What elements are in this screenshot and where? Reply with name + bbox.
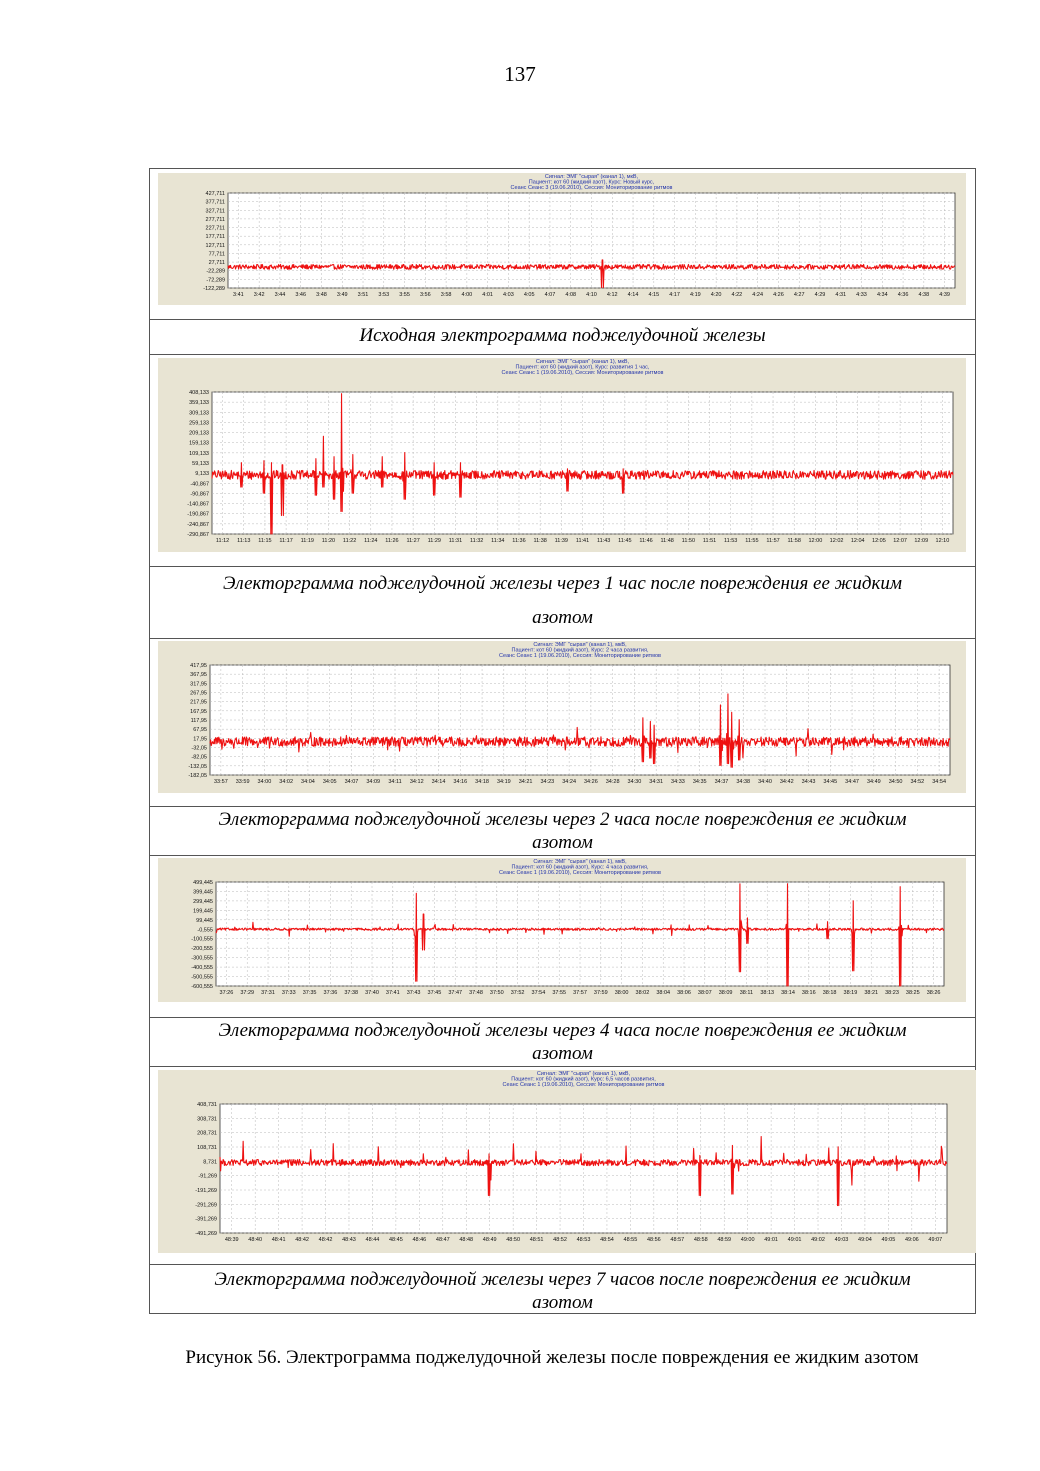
caption-row-4: [150, 1018, 975, 1067]
x-tick-label: 11:17: [279, 538, 293, 544]
x-tick-label: 11:46: [639, 538, 653, 544]
y-tick-label: -132,05: [188, 763, 207, 770]
panel-caption-2-line-1: Электорграмма поджелудочной железы через 1 час после повреждения ее жидким: [223, 573, 902, 594]
chart-header-line: Сеанс Сеанс 1 (19.06.2010), Сессия: Мониторирование ритмов: [499, 653, 661, 659]
x-tick-label: 3:49: [336, 292, 348, 298]
x-tick-label: 34:21: [518, 779, 533, 785]
x-tick-label: 48:57: [670, 1237, 685, 1243]
x-tick-label: 12:09: [914, 538, 929, 544]
x-tick-label: 33:57: [213, 779, 228, 785]
x-tick-label: 11:32: [469, 538, 484, 544]
x-tick-label: 48:51: [529, 1237, 544, 1243]
x-tick-label: 3:44: [274, 292, 286, 298]
x-tick-label: 11:24: [364, 538, 378, 544]
x-tick-label: 38:25: [905, 990, 920, 996]
x-tick-label: 11:19: [300, 538, 314, 544]
x-tick-label: 49:03: [834, 1237, 849, 1243]
x-tick-label: 34:28: [605, 779, 620, 785]
chart-header-line: Сеанс Сеанс 1 (19.06.2010), Сессия: Мониторирование ритмов: [501, 370, 664, 376]
x-tick-label: 4:07: [544, 292, 556, 298]
x-tick-label: 37:26: [219, 990, 234, 996]
x-tick-label: 49:00: [740, 1237, 755, 1243]
panel-caption-3-line-1: Электорграмма поджелудочной железы через 2 часа после повреждения ее жидким: [218, 809, 907, 830]
x-tick-label: 34:30: [627, 779, 642, 785]
y-tick-label: 259,133: [189, 420, 209, 427]
y-tick-label: 267,95: [190, 690, 207, 697]
x-tick-label: 34:16: [453, 779, 468, 785]
y-tick-label: -140,867: [187, 501, 209, 508]
x-tick-label: 4:00: [461, 292, 473, 298]
chart-svg-2: [158, 358, 966, 552]
chart-header-line: Пациент: кот 60 (жидкий азот), Курс: развития 1 час,: [515, 364, 650, 371]
x-tick-label: 48:54: [600, 1237, 614, 1243]
x-tick-label: 3:46: [295, 292, 307, 298]
x-tick-label: 11:50: [681, 538, 696, 544]
y-tick-label: 217,95: [190, 699, 207, 706]
x-tick-label: 4:20: [710, 292, 722, 298]
x-tick-label: 38:07: [697, 990, 712, 996]
x-tick-label: 11:48: [660, 538, 674, 544]
x-tick-label: 34:31: [649, 779, 664, 785]
x-tick-label: 4:15: [648, 292, 660, 298]
x-tick-label: 38:00: [614, 990, 629, 996]
y-tick-label: 359,133: [189, 400, 209, 407]
y-tick-label: 377,711: [205, 199, 225, 206]
x-tick-label: 4:03: [503, 292, 514, 298]
y-tick-label: 27,711: [208, 260, 225, 267]
chart-header-line: Сеанс Сеанс 1 (19.06.2010), Сессия: Мониторирование ритмов: [502, 1082, 665, 1088]
y-tick-label: 227,711: [205, 225, 225, 232]
x-tick-label: 48:59: [717, 1237, 732, 1243]
y-tick-label: 367,95: [190, 672, 207, 679]
x-tick-label: 4:10: [586, 292, 597, 298]
x-tick-label: 11:34: [491, 538, 505, 544]
chart-svg-1: [158, 173, 966, 305]
x-tick-label: 37:43: [406, 990, 421, 996]
y-tick-label: 499,445: [193, 880, 213, 886]
y-tick-label: -300,555: [191, 955, 213, 962]
x-tick-label: 38:21: [864, 990, 879, 996]
y-tick-label: 308,731: [197, 1116, 217, 1123]
y-tick-label: -400,555: [191, 965, 213, 972]
x-tick-label: 34:05: [322, 779, 337, 785]
x-tick-label: 34:52: [910, 779, 925, 785]
x-tick-label: 34:35: [692, 779, 707, 785]
x-tick-label: 48:48: [459, 1237, 474, 1243]
x-tick-label: 38:18: [822, 990, 837, 996]
y-tick-label: -82,05: [191, 754, 207, 761]
x-tick-label: 37:47: [448, 990, 463, 996]
chart-header-line: Сеанс Сеанс 1 (19.06.2010), Сессия: Мониторирование ритмов: [499, 870, 661, 876]
x-tick-label: 49:01: [787, 1237, 802, 1243]
x-tick-label: 37:33: [281, 990, 296, 996]
x-tick-label: 48:43: [342, 1237, 356, 1243]
x-tick-label: 34:33: [671, 779, 685, 785]
y-tick-label: -391,269: [195, 1216, 217, 1223]
panel-caption-3: [150, 808, 975, 854]
y-tick-label: 8,731: [203, 1159, 217, 1166]
y-tick-label: 199,445: [193, 908, 213, 915]
panel-caption-5: [150, 1268, 975, 1314]
x-tick-label: 37:36: [323, 990, 338, 996]
panel-caption-4: [150, 1019, 975, 1065]
panel-caption-1-line-1: Исходная электрограмма поджелудочной железы: [359, 325, 766, 346]
y-tick-label: 17,95: [193, 736, 207, 743]
figure-caption: Рисунок 56. Электрограмма поджелудочной железы после повреждения ее жидким азотом: [185, 1347, 919, 1368]
x-tick-label: 38:13: [760, 990, 775, 996]
x-tick-label: 3:48: [316, 292, 327, 298]
x-tick-label: 11:13: [237, 538, 251, 544]
x-tick-label: 37:59: [593, 990, 608, 996]
y-tick-label: 277,711: [205, 216, 225, 223]
chart-header-line: Сигнал: ЭМГ "сырая" (канал 1), мкВ,: [533, 642, 627, 648]
y-tick-label: -600,555: [191, 984, 213, 990]
x-tick-label: 11:53: [724, 538, 738, 544]
x-tick-label: 48:45: [389, 1237, 403, 1243]
caption-row-3: [150, 807, 975, 856]
x-tick-label: 37:48: [469, 990, 483, 996]
x-tick-label: 33:59: [235, 779, 250, 785]
y-tick-label: -491,269: [195, 1231, 217, 1237]
caption-row-1: [150, 320, 975, 355]
y-tick-label: -200,555: [191, 946, 213, 953]
x-tick-label: 48:44: [365, 1237, 380, 1243]
x-tick-label: 11:15: [258, 538, 272, 544]
y-tick-label: 127,711: [205, 242, 225, 249]
x-tick-label: 4:17: [669, 292, 680, 298]
x-tick-label: 48:40: [248, 1237, 263, 1243]
chart-row-5: [150, 1067, 975, 1265]
x-tick-label: 48:55: [623, 1237, 638, 1243]
x-tick-label: 38:14: [781, 990, 795, 996]
x-tick-label: 3:42: [253, 292, 265, 298]
y-tick-label: -40,867: [190, 481, 209, 488]
chart-panel-5: [158, 1070, 976, 1253]
y-tick-label: 159,133: [189, 440, 209, 447]
x-tick-label: 34:18: [475, 779, 489, 785]
chart-panel-2: [158, 358, 966, 552]
x-tick-label: 4:27: [793, 292, 805, 298]
x-tick-label: 4:01: [482, 292, 494, 298]
x-tick-label: 3:41: [233, 292, 244, 298]
x-tick-label: 11:41: [575, 538, 590, 544]
x-tick-label: 34:50: [888, 779, 903, 785]
x-tick-label: 48:46: [412, 1237, 427, 1243]
x-tick-label: 49:01: [764, 1237, 778, 1243]
x-tick-label: 49:06: [904, 1237, 919, 1243]
chart-svg-4: [158, 858, 966, 1002]
x-tick-label: 34:14: [431, 779, 446, 785]
panel-caption-4-line-1: Электорграмма поджелудочной железы через 4 часа после повреждения ее жидким: [218, 1020, 907, 1041]
y-tick-label: 417,95: [190, 663, 207, 669]
chart-header-line: Пациент: кот 60 (жидкий азот), Курс: 4 часа развития,: [511, 864, 649, 871]
x-tick-label: 3:58: [440, 292, 452, 298]
chart-header-line: Сигнал: ЭМГ "сырая" (канал 1), мкВ,: [536, 1071, 631, 1077]
x-tick-label: 4:08: [565, 292, 577, 298]
chart-row-4: [150, 856, 975, 1018]
x-tick-label: 34:09: [366, 779, 381, 785]
x-tick-label: 3:51: [357, 292, 369, 298]
x-tick-label: 12:07: [893, 538, 907, 544]
x-tick-label: 48:42: [295, 1237, 309, 1243]
chart-header-line: Сигнал: ЭМГ "сырая" (канал 1), мкВ,: [544, 174, 639, 180]
x-tick-label: 4:19: [689, 292, 701, 298]
y-tick-label: 327,711: [205, 208, 225, 215]
y-tick-label: 317,95: [190, 681, 207, 688]
chart-panel-4: [158, 858, 966, 1002]
y-tick-label: 209,133: [189, 430, 209, 437]
y-tick-label: -290,867: [187, 532, 209, 538]
x-tick-label: 38:04: [656, 990, 671, 996]
y-tick-label: -191,269: [195, 1188, 217, 1194]
chart-header-line: Пациент: кот 60 (жидкий азот), Курс: Новый курс,: [528, 179, 655, 186]
x-tick-label: 4:14: [627, 292, 639, 298]
y-tick-label: -291,269: [195, 1202, 217, 1209]
panel-caption-2-line-2: азотом: [532, 607, 593, 628]
chart-row-2: [150, 355, 975, 567]
y-tick-label: 408,731: [197, 1102, 217, 1108]
x-tick-label: 4:31: [835, 292, 847, 298]
x-tick-label: 11:29: [427, 538, 441, 544]
x-tick-label: 48:56: [646, 1237, 661, 1243]
chart-header-line: Сигнал: ЭМГ "сырая" (канал 1), мкВ,: [533, 859, 627, 865]
x-tick-label: 37:52: [510, 990, 525, 996]
y-tick-label: 59,133: [192, 461, 209, 467]
x-tick-label: 37:38: [344, 990, 359, 996]
x-tick-label: 38:11: [739, 990, 754, 996]
panel-caption-4-line-2: азотом: [532, 1043, 593, 1064]
y-tick-label: 399,445: [193, 889, 213, 896]
x-tick-label: 11:27: [406, 538, 420, 544]
x-tick-label: 37:31: [261, 990, 275, 996]
x-tick-label: 37:55: [552, 990, 567, 996]
x-tick-label: 11:36: [512, 538, 526, 544]
y-tick-label: -500,555: [191, 974, 213, 981]
panel-caption-2: [150, 567, 975, 635]
x-tick-label: 49:07: [928, 1237, 943, 1243]
x-tick-label: 37:40: [365, 990, 379, 996]
chart-header-line: Пациент: кот 60 (жидкий азот), Курс: 2 часа развития,: [511, 647, 649, 654]
x-tick-label: 48:49: [482, 1237, 497, 1243]
y-tick-label: -182,05: [188, 773, 207, 779]
x-tick-label: 4:29: [814, 292, 826, 298]
x-tick-label: 12:00: [808, 538, 823, 544]
x-tick-label: 4:38: [918, 292, 930, 298]
x-tick-label: 4:24: [752, 292, 764, 298]
x-tick-label: 38:19: [843, 990, 858, 996]
y-tick-label: -122,289: [203, 286, 225, 292]
x-tick-label: 37:45: [427, 990, 442, 996]
x-tick-label: 11:43: [596, 538, 611, 544]
chart-panel-1: [158, 173, 966, 305]
y-tick-label: -22,289: [206, 268, 225, 275]
x-tick-label: 4:22: [731, 292, 743, 298]
x-tick-label: 38:16: [801, 990, 816, 996]
x-tick-label: 34:26: [583, 779, 598, 785]
x-tick-label: 34:45: [823, 779, 838, 785]
x-tick-label: 34:19: [496, 779, 511, 785]
chart-header-line: Пациент: кот 60 (жидкий азот), Курс: 6,5 часов развития,: [511, 1076, 656, 1083]
x-tick-label: 49:04: [858, 1237, 872, 1243]
x-tick-label: 37:41: [385, 990, 400, 996]
x-tick-label: 3:55: [399, 292, 410, 298]
x-tick-label: 34:23: [540, 779, 555, 785]
x-tick-label: 12:10: [935, 538, 950, 544]
panel-caption-3-line-2: азотом: [532, 832, 593, 853]
y-tick-label: 99,445: [196, 917, 213, 924]
x-tick-label: 48:39: [224, 1237, 239, 1243]
x-tick-label: 4:12: [606, 292, 618, 298]
x-tick-label: 11:38: [533, 538, 547, 544]
figure-table: [149, 168, 976, 1314]
x-tick-label: 48:50: [506, 1237, 521, 1243]
x-tick-label: 4:39: [939, 292, 950, 298]
y-tick-label: -100,555: [191, 936, 213, 943]
x-tick-label: 48:53: [576, 1237, 591, 1243]
y-tick-label: 427,711: [205, 191, 225, 197]
x-tick-label: 48:42: [318, 1237, 333, 1243]
panel-caption-5-line-1: Электорграмма поджелудочной железы через 7 часов после повреждения ее жидким: [214, 1269, 911, 1290]
y-tick-label: -0,555: [197, 927, 213, 934]
x-tick-label: 4:34: [876, 292, 888, 298]
x-tick-label: 38:09: [718, 990, 733, 996]
x-tick-label: 38:02: [635, 990, 650, 996]
y-tick-label: 109,133: [189, 450, 209, 457]
x-tick-label: 37:57: [573, 990, 587, 996]
x-tick-label: 38:06: [677, 990, 691, 996]
x-tick-label: 48:52: [553, 1237, 567, 1243]
x-tick-label: 34:47: [845, 779, 859, 785]
caption-row-2: [150, 567, 975, 639]
x-tick-label: 48:47: [435, 1237, 450, 1243]
panel-caption-1: [150, 324, 975, 347]
x-tick-label: 34:24: [562, 779, 577, 785]
x-tick-label: 38:26: [926, 990, 941, 996]
x-tick-label: 11:57: [766, 538, 780, 544]
x-tick-label: 3:53: [378, 292, 390, 298]
panel-caption-5-line-2: азотом: [532, 1292, 593, 1313]
chart-panel-3: [158, 641, 966, 793]
x-tick-label: 37:50: [489, 990, 504, 996]
chart-svg-5: [158, 1070, 976, 1253]
chart-header-line: Сигнал: ЭМГ "сырая" (канал 1), мкВ,: [535, 359, 630, 365]
x-tick-label: 37:35: [302, 990, 317, 996]
x-tick-label: 34:54: [932, 779, 947, 785]
x-tick-label: 12:04: [850, 538, 865, 544]
y-tick-label: 309,133: [189, 410, 209, 417]
x-tick-label: 49:05: [881, 1237, 896, 1243]
page-number: 137: [504, 62, 536, 86]
x-tick-label: 11:22: [342, 538, 357, 544]
x-tick-label: 3:56: [419, 292, 431, 298]
x-tick-label: 4:33: [856, 292, 867, 298]
x-tick-label: 49:02: [811, 1237, 825, 1243]
x-tick-label: 11:51: [702, 538, 717, 544]
x-tick-label: 11:58: [787, 538, 801, 544]
y-tick-label: 408,133: [189, 390, 209, 396]
x-tick-label: 34:40: [758, 779, 772, 785]
x-tick-label: 12:02: [829, 538, 844, 544]
x-tick-label: 48:41: [271, 1237, 286, 1243]
x-tick-label: 34:11: [388, 779, 402, 785]
x-tick-label: 4:05: [523, 292, 535, 298]
x-tick-label: 34:43: [801, 779, 816, 785]
x-tick-label: 34:42: [779, 779, 794, 785]
y-tick-label: 177,711: [205, 234, 225, 241]
x-tick-label: 34:12: [409, 779, 424, 785]
x-tick-label: 11:31: [448, 538, 463, 544]
y-tick-label: 117,95: [190, 718, 207, 724]
y-tick-label: 299,445: [193, 898, 213, 905]
x-tick-label: 4:26: [773, 292, 784, 298]
x-tick-label: 11:26: [385, 538, 399, 544]
x-tick-label: 38:23: [885, 990, 899, 996]
x-tick-label: 11:39: [554, 538, 569, 544]
x-tick-label: 37:29: [240, 990, 255, 996]
y-tick-label: 67,95: [193, 727, 207, 734]
x-tick-label: 34:49: [866, 779, 881, 785]
y-tick-label: 9,133: [195, 471, 209, 478]
y-tick-label: 167,95: [190, 708, 207, 715]
chart-row-1: [150, 169, 975, 320]
y-tick-label: -32,05: [191, 745, 207, 752]
y-tick-label: -91,269: [198, 1173, 217, 1180]
x-tick-label: 4:36: [897, 292, 909, 298]
y-tick-label: -240,867: [187, 521, 209, 528]
chart-row-3: [150, 639, 975, 807]
x-tick-label: 37:54: [531, 990, 546, 996]
x-tick-label: 48:58: [693, 1237, 708, 1243]
y-tick-label: 77,711: [208, 251, 225, 258]
caption-row-5: [150, 1265, 975, 1313]
x-tick-label: 11:12: [215, 538, 230, 544]
x-tick-label: 34:38: [736, 779, 751, 785]
x-tick-label: 34:07: [344, 779, 359, 785]
x-tick-label: 34:37: [714, 779, 729, 785]
x-tick-label: 34:00: [257, 779, 272, 785]
y-tick-label: -72,289: [206, 277, 225, 284]
y-tick-label: -90,867: [190, 491, 209, 498]
x-tick-label: 34:02: [279, 779, 294, 785]
chart-header-line: Сеанс Сеанс 3 (19.06.2010), Сессия: Мониторирование ритмов: [510, 185, 673, 191]
chart-svg-3: [158, 641, 966, 793]
y-tick-label: -190,867: [187, 511, 209, 518]
y-tick-label: 208,731: [197, 1130, 217, 1137]
x-tick-label: 11:20: [321, 538, 336, 544]
x-tick-label: 34:04: [301, 779, 315, 785]
x-tick-label: 11:55: [745, 538, 759, 544]
x-tick-label: 11:45: [618, 538, 632, 544]
x-tick-label: 12:05: [872, 538, 886, 544]
y-tick-label: 108,731: [197, 1145, 217, 1151]
